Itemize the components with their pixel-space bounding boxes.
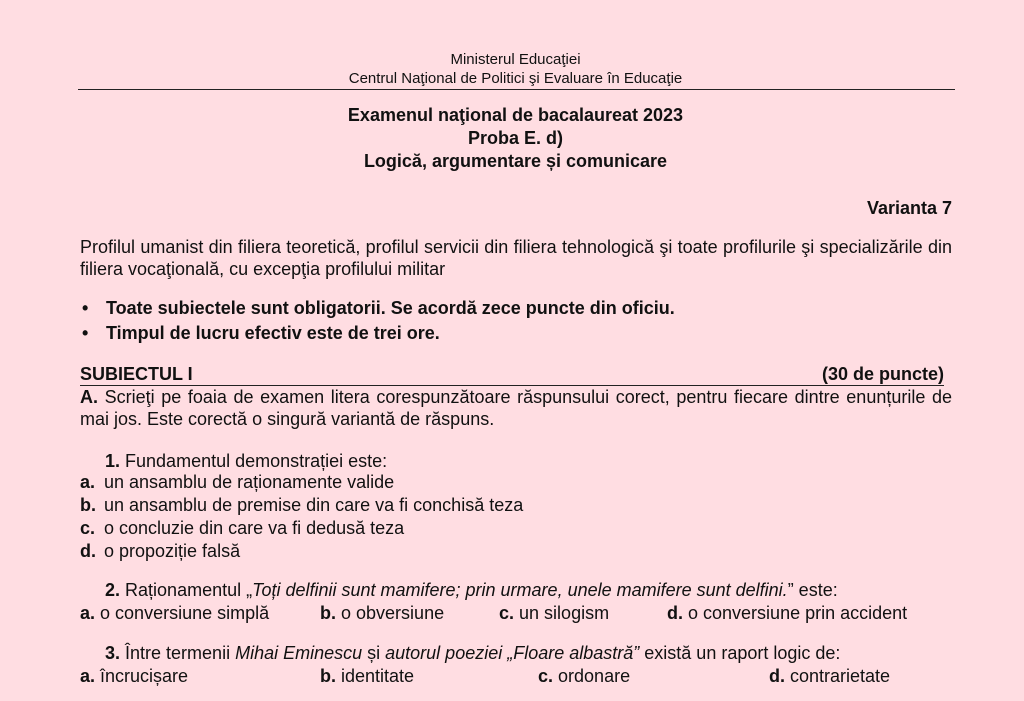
option-2d — [667, 603, 907, 624]
question-text-post: ” este: — [787, 580, 838, 600]
option-text: un silogism — [519, 603, 610, 623]
variant-label: Varianta 7 — [866, 198, 952, 218]
instruction-bullet — [82, 298, 675, 319]
question-text-post: există un raport logic de: — [639, 643, 841, 663]
question-text: Fundamentul demonstrației este: — [125, 451, 388, 471]
exam-probe: Proba E. d) — [467, 128, 563, 148]
requirement-label: A. — [80, 387, 98, 407]
option-2c — [499, 603, 609, 624]
option-letter: b. — [320, 666, 336, 686]
profile-text: Profilul umanist din filiera teoretică, profilul servicii din filiera tehnologică şi toate profilurile şi specializările din filiera vocaţională, cu excepţia profilului militar — [80, 237, 952, 279]
option-text: o conversiune simplă — [100, 603, 270, 623]
question-term-1: Mihai Eminescu — [235, 643, 363, 663]
option-letter: c. — [80, 518, 96, 538]
requirement-text: Scrieţi pe foaia de examen litera corespunzătoare răspunsului corect, pentru fiecare dintre enunțurile de mai jos. Este corectă o singură variantă de răspuns. — [80, 387, 952, 429]
exam-title: Examenul naţional de bacalaureat 2023 — [347, 105, 684, 125]
question-text-pre: Raționamentul „ — [125, 580, 253, 600]
option-letter: a. — [80, 472, 96, 492]
option-text: ordonare — [558, 666, 631, 686]
question-1 — [105, 451, 387, 472]
question-text-quote: Toți delfinii sunt mamifere; prin urmare, unele mamifere sunt delfini. — [252, 580, 788, 600]
option-letter: a. — [80, 603, 96, 623]
subject-title: SUBIECTUL I — [80, 364, 193, 384]
subject-heading — [80, 364, 944, 386]
bullet-text: Timpul de lucru efectiv este de trei ore. — [106, 323, 440, 343]
question-text-mid: și — [362, 643, 386, 663]
instruction-bullet — [82, 323, 440, 344]
question-term-2: autorul poeziei „Floare albastră” — [385, 643, 640, 663]
option-letter: b. — [80, 495, 96, 515]
option-text: o concluzie din care va fi dedusă teza — [104, 518, 405, 538]
subject-points: (30 de puncte) — [821, 364, 944, 384]
bullet-text: Toate subiectele sunt obligatorii. Se acordă zece puncte din oficiu. — [106, 298, 675, 318]
option-text: un ansamblu de raționamente valide — [104, 472, 395, 492]
header-divider — [78, 89, 955, 90]
option-3b — [320, 666, 414, 687]
option-1c — [80, 518, 404, 539]
option-text: încrucișare — [100, 666, 189, 686]
option-letter: d. — [769, 666, 785, 686]
option-2a — [80, 603, 269, 624]
option-1b — [80, 495, 523, 516]
question-2 — [105, 580, 838, 601]
option-text: o propoziție falsă — [104, 541, 241, 561]
question-text-pre: Între termenii — [125, 643, 236, 663]
option-letter: c. — [538, 666, 554, 686]
question-3 — [105, 643, 840, 664]
option-text: o obversiune — [341, 603, 445, 623]
option-text: o conversiune prin accident — [688, 603, 908, 623]
option-text: contrarietate — [790, 666, 891, 686]
question-number: 3. — [105, 643, 121, 663]
option-2b — [320, 603, 444, 624]
option-1a — [80, 472, 394, 493]
option-letter: d. — [80, 541, 96, 561]
option-3c — [538, 666, 630, 687]
requirement-a — [80, 386, 952, 430]
option-3d — [769, 666, 890, 687]
bullet-icon: • — [82, 298, 89, 318]
option-letter: d. — [667, 603, 683, 623]
option-3a — [80, 666, 188, 687]
ministry-name: Ministerul Educaţiei — [450, 51, 581, 68]
bullet-icon: • — [82, 323, 89, 343]
question-number: 1. — [105, 451, 121, 471]
center-name: Centrul Naţional de Politici şi Evaluare în Educaţie — [348, 70, 683, 87]
option-letter: a. — [80, 666, 96, 686]
exam-subject-name: Logică, argumentare și comunicare — [363, 151, 668, 171]
option-1d — [80, 541, 240, 562]
option-letter: c. — [499, 603, 515, 623]
option-text: identitate — [341, 666, 415, 686]
option-text: un ansamblu de premise din care va fi conchisă teza — [104, 495, 524, 515]
question-number: 2. — [105, 580, 121, 600]
option-letter: b. — [320, 603, 336, 623]
